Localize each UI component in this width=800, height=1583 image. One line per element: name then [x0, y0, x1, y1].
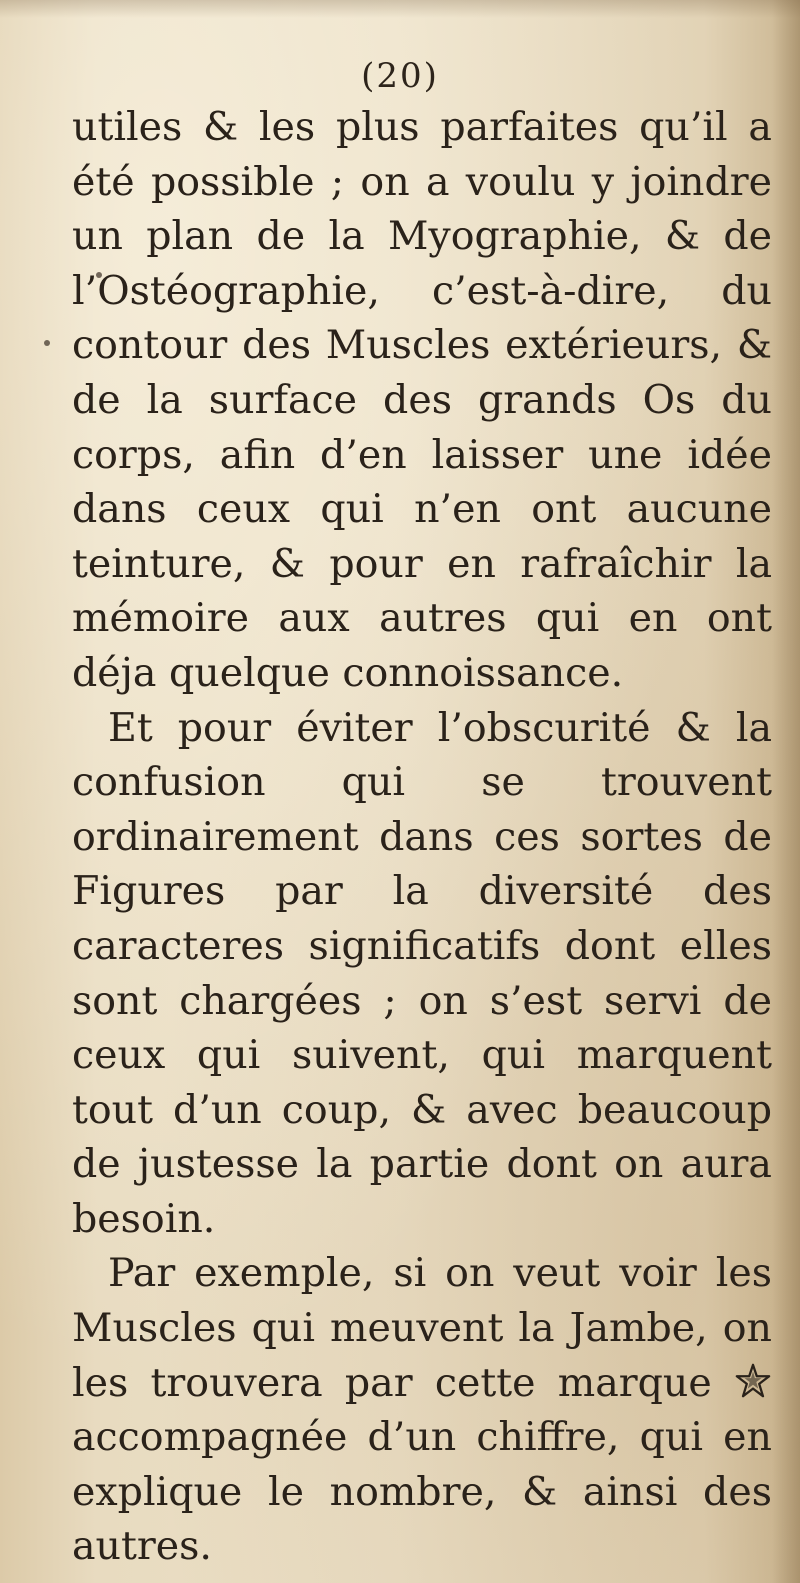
- paragraph-3-text-before-mark: Par exemple, si on veut voir les Muscles qui meuvent la Jambe, on les trouvera par cette marque: [72, 1250, 772, 1406]
- paragraph-2: Et pour éviter l’obscurité & la confusion qui se trouvent ordinairement dans ces sortes de Figures par la diversité des caracteres significatifs dont elles sont chargées ; on s’est servi de ceux qui suivent, qui marquent tout d’un coup, & avec beaucoup de justesse la partie dont on aura besoin.: [72, 704, 772, 1242]
- page-binding-shadow: [772, 0, 800, 1583]
- paragraph-3-text-after-mark: accompagnée d’un chiffre, qui en explique le nombre, & ainsi des autres.: [72, 1414, 772, 1570]
- paragraph-3: [72, 1246, 772, 1574]
- paragraph-1: utiles & les plus parfaites qu’il a été possible ; on a voulu y joindre un plan de la Myographie, & de l’Ostéographie, c’est-à-dire, du contour des Muscles extérieurs, & de la surface des grands Os du corps, afin d’en laisser une idée dans ceux qui n’en ont aucune teinture, & pour en rafraîchir la mémoire aux autres qui en ont déja quelque connoissance.: [72, 104, 772, 696]
- body-text: [72, 100, 772, 1574]
- star-mark-icon: [734, 1362, 772, 1400]
- ink-speck: [44, 340, 50, 346]
- page-number: (20): [361, 56, 439, 96]
- page-top-shadow: [0, 0, 800, 18]
